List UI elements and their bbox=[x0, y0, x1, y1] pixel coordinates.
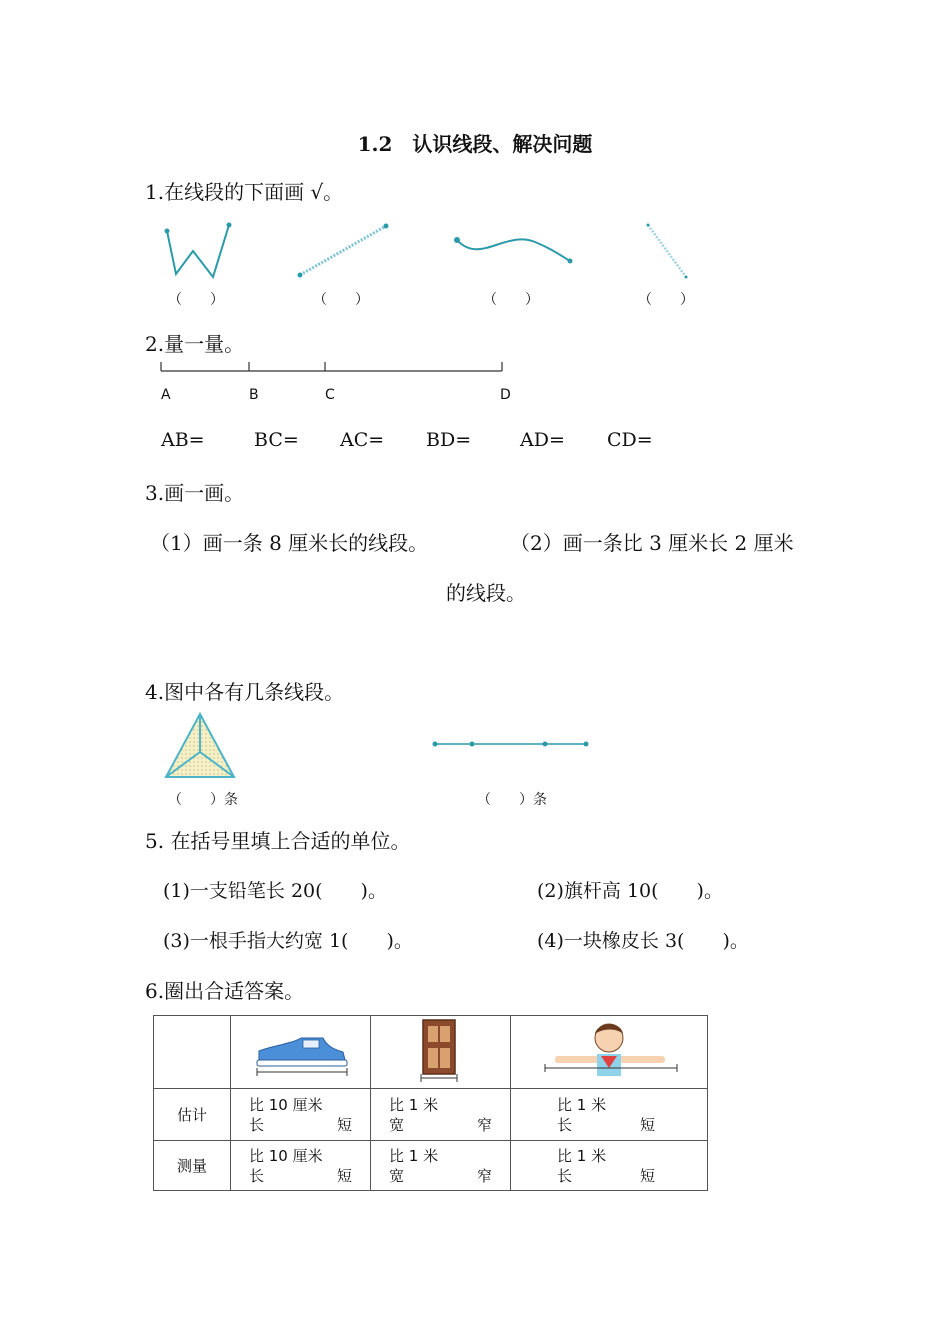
estimate-arms-choice[interactable]: 比 1 米 长 短 bbox=[511, 1089, 708, 1141]
measure-bc[interactable]: BC= bbox=[254, 429, 299, 451]
measure-shoe-choice[interactable]: 比 10 厘米 长 短 bbox=[231, 1141, 371, 1191]
q5-item-2[interactable]: (2)旗杆高 10( )。 bbox=[537, 880, 723, 902]
q4-blank-2[interactable]: （ ）条 bbox=[477, 792, 547, 808]
measure-cd[interactable]: CD= bbox=[607, 429, 653, 451]
q1-blank-4[interactable]: （ ） bbox=[638, 292, 694, 308]
point-label-b: B bbox=[249, 387, 259, 403]
choice-b[interactable]: 窄 bbox=[476, 1166, 492, 1185]
page-title: 1.2 认识线段、解决问题 bbox=[357, 132, 593, 156]
q1-prompt: 1.在线段的下面画 √。 bbox=[145, 180, 344, 204]
choice-b[interactable]: 短 bbox=[336, 1115, 352, 1134]
estimate-row bbox=[154, 1089, 708, 1141]
choice-a[interactable]: 长 bbox=[557, 1166, 573, 1185]
shoe-icon bbox=[231, 1016, 370, 1084]
corner-cell bbox=[154, 1016, 231, 1089]
q1-blank-2[interactable]: （ ） bbox=[313, 292, 369, 308]
boy-image-cell bbox=[511, 1016, 708, 1089]
choice-b[interactable]: 短 bbox=[336, 1166, 352, 1185]
door-icon bbox=[371, 1016, 510, 1084]
q6-prompt: 6.圈出合适答案。 bbox=[145, 979, 305, 1003]
measure-ac[interactable]: AC= bbox=[340, 429, 385, 451]
answer-table bbox=[153, 1015, 708, 1191]
boy-arms-icon bbox=[511, 1016, 707, 1084]
choice-b[interactable]: 窄 bbox=[476, 1115, 492, 1134]
door-image-cell bbox=[371, 1016, 511, 1089]
q5-item-4[interactable]: (4)一块橡皮长 3( )。 bbox=[537, 930, 749, 952]
row-label-estimate: 估计 bbox=[154, 1089, 231, 1141]
q2-prompt: 2.量一量。 bbox=[145, 332, 245, 356]
point-label-a: A bbox=[161, 387, 171, 403]
dotted-line-figure bbox=[433, 742, 589, 747]
q3-item-1: （1）画一条 8 厘米长的线段。 bbox=[150, 531, 429, 555]
q4-blank-1[interactable]: （ ）条 bbox=[168, 792, 238, 808]
measure-bd[interactable]: BD= bbox=[426, 429, 472, 451]
choice-a[interactable]: 长 bbox=[557, 1115, 573, 1134]
estimate-shoe-choice[interactable]: 比 10 厘米 长 短 bbox=[231, 1089, 371, 1141]
q1-blank-3[interactable]: （ ） bbox=[483, 292, 539, 308]
q5-item-1[interactable]: (1)一支铅笔长 20( )。 bbox=[163, 880, 387, 902]
triangle-figure bbox=[166, 714, 234, 777]
choice-b[interactable]: 短 bbox=[639, 1115, 655, 1134]
estimate-door-choice[interactable]: 比 1 米 宽 窄 bbox=[371, 1089, 511, 1141]
measure-row bbox=[154, 1141, 708, 1191]
q3-item-2: （2）画一条比 3 厘米长 2 厘米 bbox=[510, 531, 794, 555]
shoe-image-cell bbox=[231, 1016, 371, 1089]
measure-door-choice[interactable]: 比 1 米 宽 窄 bbox=[371, 1141, 511, 1191]
q3-prompt: 3.画一画。 bbox=[145, 481, 245, 505]
choice-a[interactable]: 宽 bbox=[389, 1115, 405, 1134]
q1-blank-1[interactable]: （ ） bbox=[168, 292, 224, 308]
measure-ad[interactable]: AD= bbox=[520, 429, 565, 451]
measure-ab[interactable]: AB= bbox=[161, 429, 205, 451]
choice-a[interactable]: 长 bbox=[249, 1166, 265, 1185]
q5-prompt: 5. 在括号里填上合适的单位。 bbox=[145, 829, 411, 853]
measure-arms-choice[interactable]: 比 1 米 长 短 bbox=[511, 1141, 708, 1191]
point-label-c: C bbox=[325, 387, 335, 403]
q3-item-2-cont: 的线段。 bbox=[446, 581, 526, 605]
q4-prompt: 4.图中各有几条线段。 bbox=[145, 680, 345, 704]
choice-a[interactable]: 宽 bbox=[389, 1166, 405, 1185]
choice-a[interactable]: 长 bbox=[249, 1115, 265, 1134]
choice-b[interactable]: 短 bbox=[639, 1166, 655, 1185]
q5-item-3[interactable]: (3)一根手指大约宽 1( )。 bbox=[163, 930, 413, 952]
point-label-d: D bbox=[500, 387, 511, 403]
row-label-measure: 测量 bbox=[154, 1141, 231, 1191]
